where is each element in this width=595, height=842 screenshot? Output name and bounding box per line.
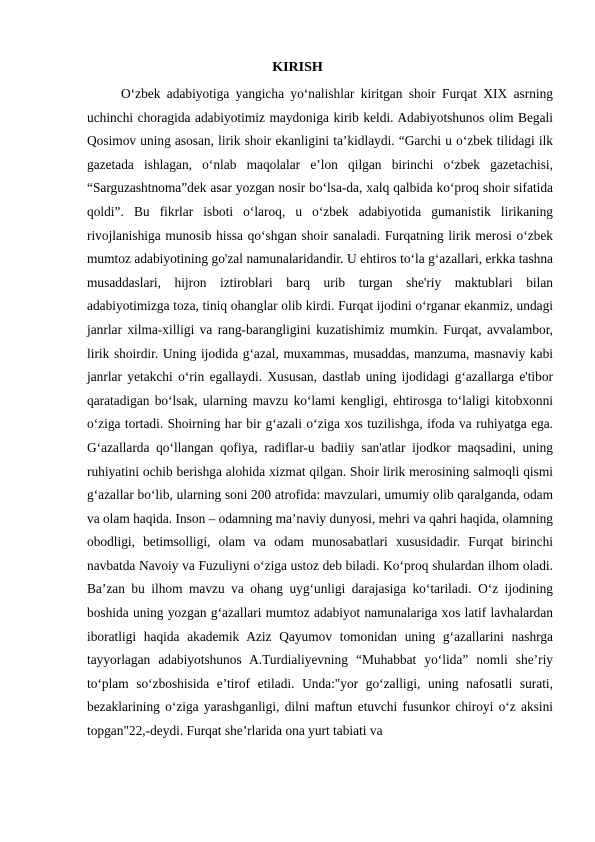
document-heading: KIRISH [272, 60, 323, 75]
body-paragraph: O‘zbek adabiyotiga yangicha yo‘nalishlar kiritgan shoir Furqat XIX asrning uchinchi choragida adabiyotimiz maydoniga kirib keldi. Adabiyotshunos olim Begali Qosimov uning asosan, lirik shoir ekanligini ta’kidlaydi. “Garchi u o‘zbek tilidagi ilk gazetada ishlagan, o‘nlab maqolalar e’lon qilgan birinchi o‘zbek gazetachisi, “Sarguzashtnoma”dek asar yozgan nosir bo‘lsa-da, xalq qalbida ko‘proq shoir sifatida qoldi”. Bu fikrlar isboti o‘laroq, u o‘zbek adabiyotida gumanistik lirikaning rivojlanishiga munosib hissa qo‘shgan shoir sanaladi. Furqatning lirik merosi o‘zbek mumtoz adabiyotining go'zal namunalaridandir. U ehtiros to‘la g‘azallari, erkka tashna musaddaslari, hijron iztiroblari barq urib turgan she'riy maktublari bilan adabiyotimizga toza, tiniq ohanglar olib kirdi. Furqat ijodini o‘rganar ekanmiz, undagi janrlar xilma-xilligi va rang-barangligini kuzatishimiz mumkin. Furqat, avvalambor, lirik shoirdir. Uning ijodida g‘azal, muxammas, musaddas, manzuma, masnaviy kabi janrlar yetakchi o‘rin egallaydi. Xususan, dastlab uning ijodidagi g‘azallarga e'tibor qaratadigan bo‘lsak, ularning mavzu ko‘lami kengligi, ehtirosga to‘laligi kitobxonni o‘ziga tortadi. Shoirning har bir g‘azali o‘ziga xos tuzilishga, ifoda va ruhiyatga ega. G‘azallarda qo‘llangan qofiya, radiflar-u badiiy san'atlar ijodkor maqsadini, uning ruhiyatini ochib berishga alohida xizmat qilgan. Shoir lirik merosining salmoqli qismi g‘azallar bo‘lib, ularning soni 200 atrofida: mavzulari, umumiy olib qaralganda, odam va olam haqida. Inson – odamning ma’naviy dunyosi, mehri va qahri haqida, olamning obodligi, betimsolligi, olam va odam munosabatlari xususidadir. Furqat birinchi navbatda Navoiy va Fuzuliyni o‘ziga ustoz deb biladi. Ko‘proq shulardan ilhom oladi. Ba’zan bu ilhom mavzu va ohang uyg‘unligi darajasiga ko‘tariladi. O‘z ijodining boshida uning yozgan g‘azallari mumtoz adabiyot namunalariga xos latif lavhalardan iboratligi haqida akademik Aziz Qayumov tomonidan uning g‘azallarini nashrga tayyorlagan adabiyotshunos A.Turdialiyevning “Muhabbat yo‘lida” nomli she’riy to‘plam so‘zboshisida e’tirof etiladi. Unda:"yor go‘zalligi, uning nafosatli surati, bezaklarining o‘ziga yarashganligi, dilni maftun etuvchi fusunkor chiroyi o‘z aksini topgan"22,-deydi. Furqat she’rlarida ona yurt tabiati va [87, 86, 553, 739]
